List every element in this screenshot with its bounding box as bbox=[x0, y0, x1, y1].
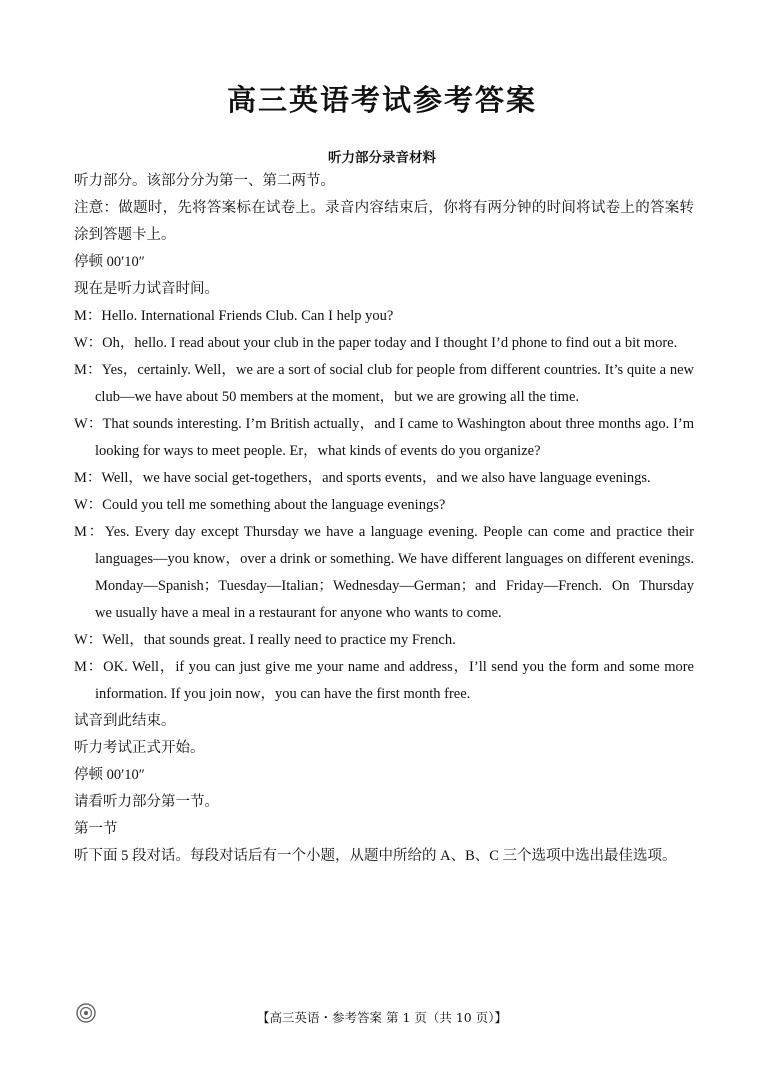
dialogue-turn: M：Yes，certainly. Well，we are a sort of social club for people from different countries. It’s quite a new club—we have about 50 members at the moment，but we are growing all the time. bbox=[74, 362, 694, 405]
dialogue-turn: M：Well，we have social get-togethers，and sports events，and we also have language evenings. bbox=[74, 470, 651, 486]
dialogue-turn: W：Oh，hello. I read about your club in the paper today and I thought I’d phone to find out a bit more. bbox=[74, 335, 678, 351]
instruction-line: 听下面 5 段对话。每段对话后有一个小题，从题中所给的 A、B、C 三个选项中选出最佳选项。 bbox=[74, 848, 677, 864]
dialogue-turn: M：Hello. International Friends Club. Can I help you? bbox=[74, 308, 394, 324]
outro-line: 听力考试正式开始。 bbox=[74, 740, 205, 756]
pause-line: 停顿 00′10″ bbox=[74, 767, 145, 783]
intro-line: 听力部分。该部分分为第一、第二两节。 bbox=[74, 173, 335, 189]
section-heading: 第一节 bbox=[74, 821, 118, 837]
section-subtitle: 听力部分录音材料 bbox=[328, 150, 436, 166]
intro-line: 注意：做题时，先将答案标在试卷上。录音内容结束后，你将有两分钟的时间将试卷上的答案转涂到答题卡上。 bbox=[74, 200, 694, 243]
dialogue-turn: W：Well，that sounds great. I really need to practice my French. bbox=[74, 632, 456, 648]
outro-line: 试音到此结束。 bbox=[74, 713, 176, 729]
dialogue-turn: M：OK. Well，if you can just give me your name and address，I’ll send you the form and some more information. If you join now，you can have the first month free. bbox=[74, 659, 694, 702]
page-footer: 【高三英语・参考答案 第 1 页（共 10 页）】 bbox=[257, 1010, 507, 1025]
transcript-body bbox=[74, 168, 694, 870]
pause-line: 停顿 00′10″ bbox=[74, 254, 145, 270]
outro-line: 请看听力部分第一节。 bbox=[74, 794, 219, 810]
page-title: 高三英语考试参考答案 bbox=[226, 83, 537, 117]
dialogue-turn: W：That sounds interesting. I’m British actually，and I came to Washington about three months ago. I’m looking for ways to meet people. Er，what kinds of events do you organize? bbox=[74, 416, 694, 459]
dialogue-turn: W：Could you tell me something about the language evenings? bbox=[74, 497, 446, 513]
intro-line: 现在是听力试音时间。 bbox=[74, 281, 219, 297]
dialogue-turn: M：Yes. Every day except Thursday we have a language evening. People can come and practice their languages—you know，over a drink or something. We have different languages on different evenings. Monday—Spanish；Tuesday—Italian；Wednesday—German；and Friday—French. On Thursday we usually have a meal in a restaurant for anyone who wants to come. bbox=[74, 524, 694, 621]
